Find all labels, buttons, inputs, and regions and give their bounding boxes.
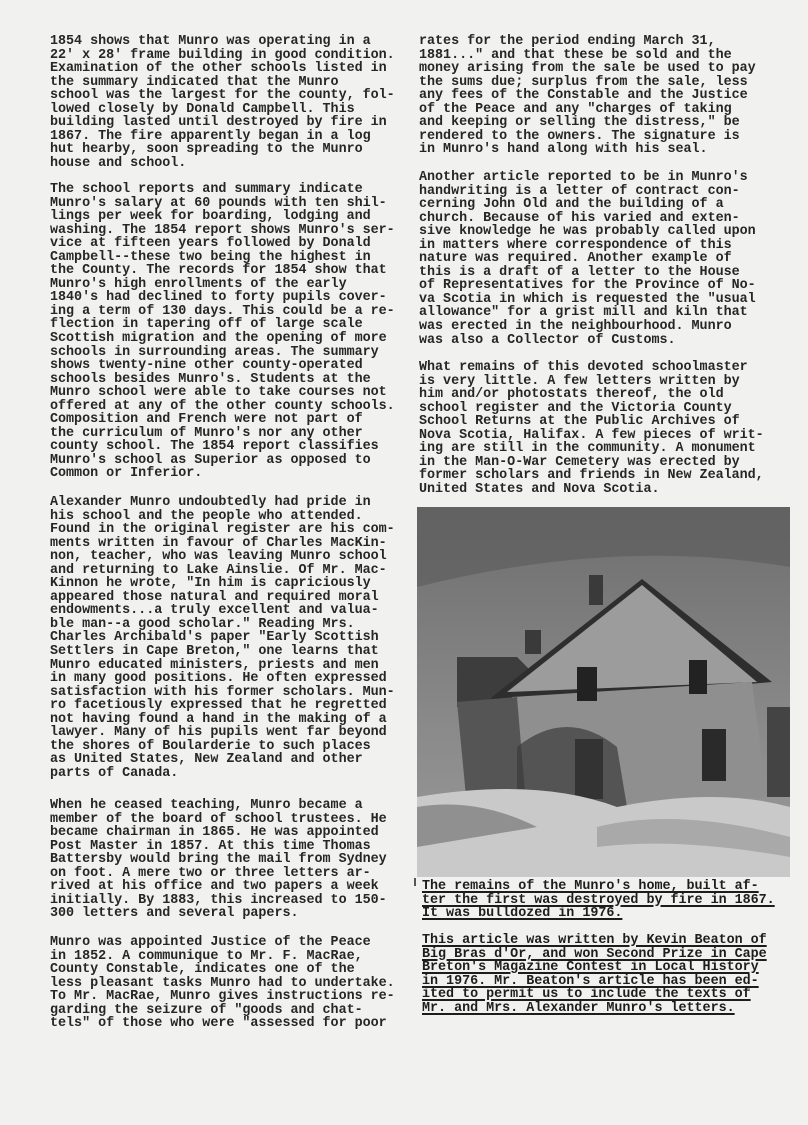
left-paragraph-4: When he ceased teaching, Munro became a member of the board of school trustees. He became chairman in 1865. He was appointed Post Master in 1857. At this time Thomas Battersby would bring the mail from Sydney on foot. A mere two or three letters ar- rived at his office and two papers a week initially. By 1883, this increased to 150- 300 letters and several papers.	[50, 798, 387, 922]
right-paragraph-3: What remains of this devoted schoolmaster is very little. A few letters written by him and/or photostats thereof, the old school register and the Victoria County School Returns at the Public Archives of Nova Scotia, Halifax. A few pieces of writ- ing are still in the community. A monument in the Man-O-War Cemetery was erected by former scholars and friends in New Zealand, United States and Nova Scotia.	[419, 360, 764, 497]
house-photograph	[417, 507, 790, 877]
left-paragraph-5: Munro was appointed Justice of the Peace in 1852. A communique to Mr. F. MacRae, County Constable, indicates one of the less pleasant tasks Munro had to undertake. To Mr. MacRae, Munro gives instructions re- garding the seizure of "goods and chat- tels" of those who were "assessed for poor	[50, 935, 395, 1032]
left-paragraph-3: Alexander Munro undoubtedly had pride in his school and the people who attended. Found in the original register are his com- ments written in favour of Charles MacKin- non, teacher, who was leaving Munro school and returning to Lake Ainslie. Of Mr. Mac- Kinnon he wrote, "In him is capriciously appeared those natural and required moral endowments...a truly excellent and valua- ble man--a good scholar." Reading Mrs. Charles Archibald's paper "Early Scottish Settlers in Cape Breton," one learns that Munro educated ministers, priests and men in many good positions. He often expressed satisfaction with his former scholars. Mun- ro facetiously expressed that he regretted not having found a hand in the making of a lawyer. Many of his pupils went far beyond the shores of Boularderie to such places as United States, New Zealand and other parts of Canada.	[50, 495, 395, 781]
left-paragraph-1: 1854 shows that Munro was operating in a 22' x 28' frame building in good condition. Examination of the other schools listed in the summary indicated that the Munro school was the largest for the county, fol- lowed closely by Donald Campbell. This building lasted until destroyed by fire in 1867. The fire apparently began in a log hut hearby, soon spreading to the Munro house and school.	[50, 34, 395, 171]
photo-caption: The remains of the Munro's home, built af- ter the first was destroyed by fire in 1867. It was bulldozed in 1976.	[422, 879, 775, 922]
margin-mark	[414, 878, 416, 886]
left-paragraph-2: The school reports and summary indicate Munro's salary at 60 pounds with ten shil- lings per week for boarding, lodging and washing. The 1854 report shows Munro's ser- vice at fifteen years followed by Donald Campbell--these two being the highest in the County. The records for 1854 show that Munro's high enrollments of the early 1840's had declined to forty pupils cover- ing a term of 130 days. This could be a re- flection in tapering off of large scale Scottish migration and the opening of more schools in surrounding areas. The summary shows twenty-nine other county-operated schools besides Munro's. Students at the Munro school were able to take courses not offered at any of the other county schools. Composition and French were not part of the curriculum of Munro's nor any other county school. The 1854 report classifies Munro's school as Superior as opposed to Common or Inferior.	[50, 182, 395, 482]
author-credit-note: This article was written by Kevin Beaton of Big Bras d'Or, and won Second Prize in Cape Breton's Magazine Contest in Local History in 1976. Mr. Beaton's article has been ed- ited to permit us to include the texts of Mr. and Mrs. Alexander Munro's letters.	[422, 933, 767, 1016]
right-paragraph-1: rates for the period ending March 31, 1881..." and that these be sold and the money arising from the sale be used to pay the sums due; surplus from the sale, less any fees of the Constable and the Justice of the Peace and any "charges of taking and keeping or selling the distress," be rendered to the owners. The signature is in Munro's hand along with his seal.	[419, 34, 756, 158]
right-paragraph-2: Another article reported to be in Munro's handwriting is a letter of contract con- cerning John Old and the building of a church. Because of his varied and exten- sive knowledge he was probably called upon in matters where correspondence of this nature was required. Another example of this is a draft of a letter to the House of Representatives for the Province of No- va Scotia in which is requested the "usual allowance" for a grist mill and kiln that was erected in the neighbourhood. Munro was also a Collector of Customs.	[419, 170, 756, 348]
